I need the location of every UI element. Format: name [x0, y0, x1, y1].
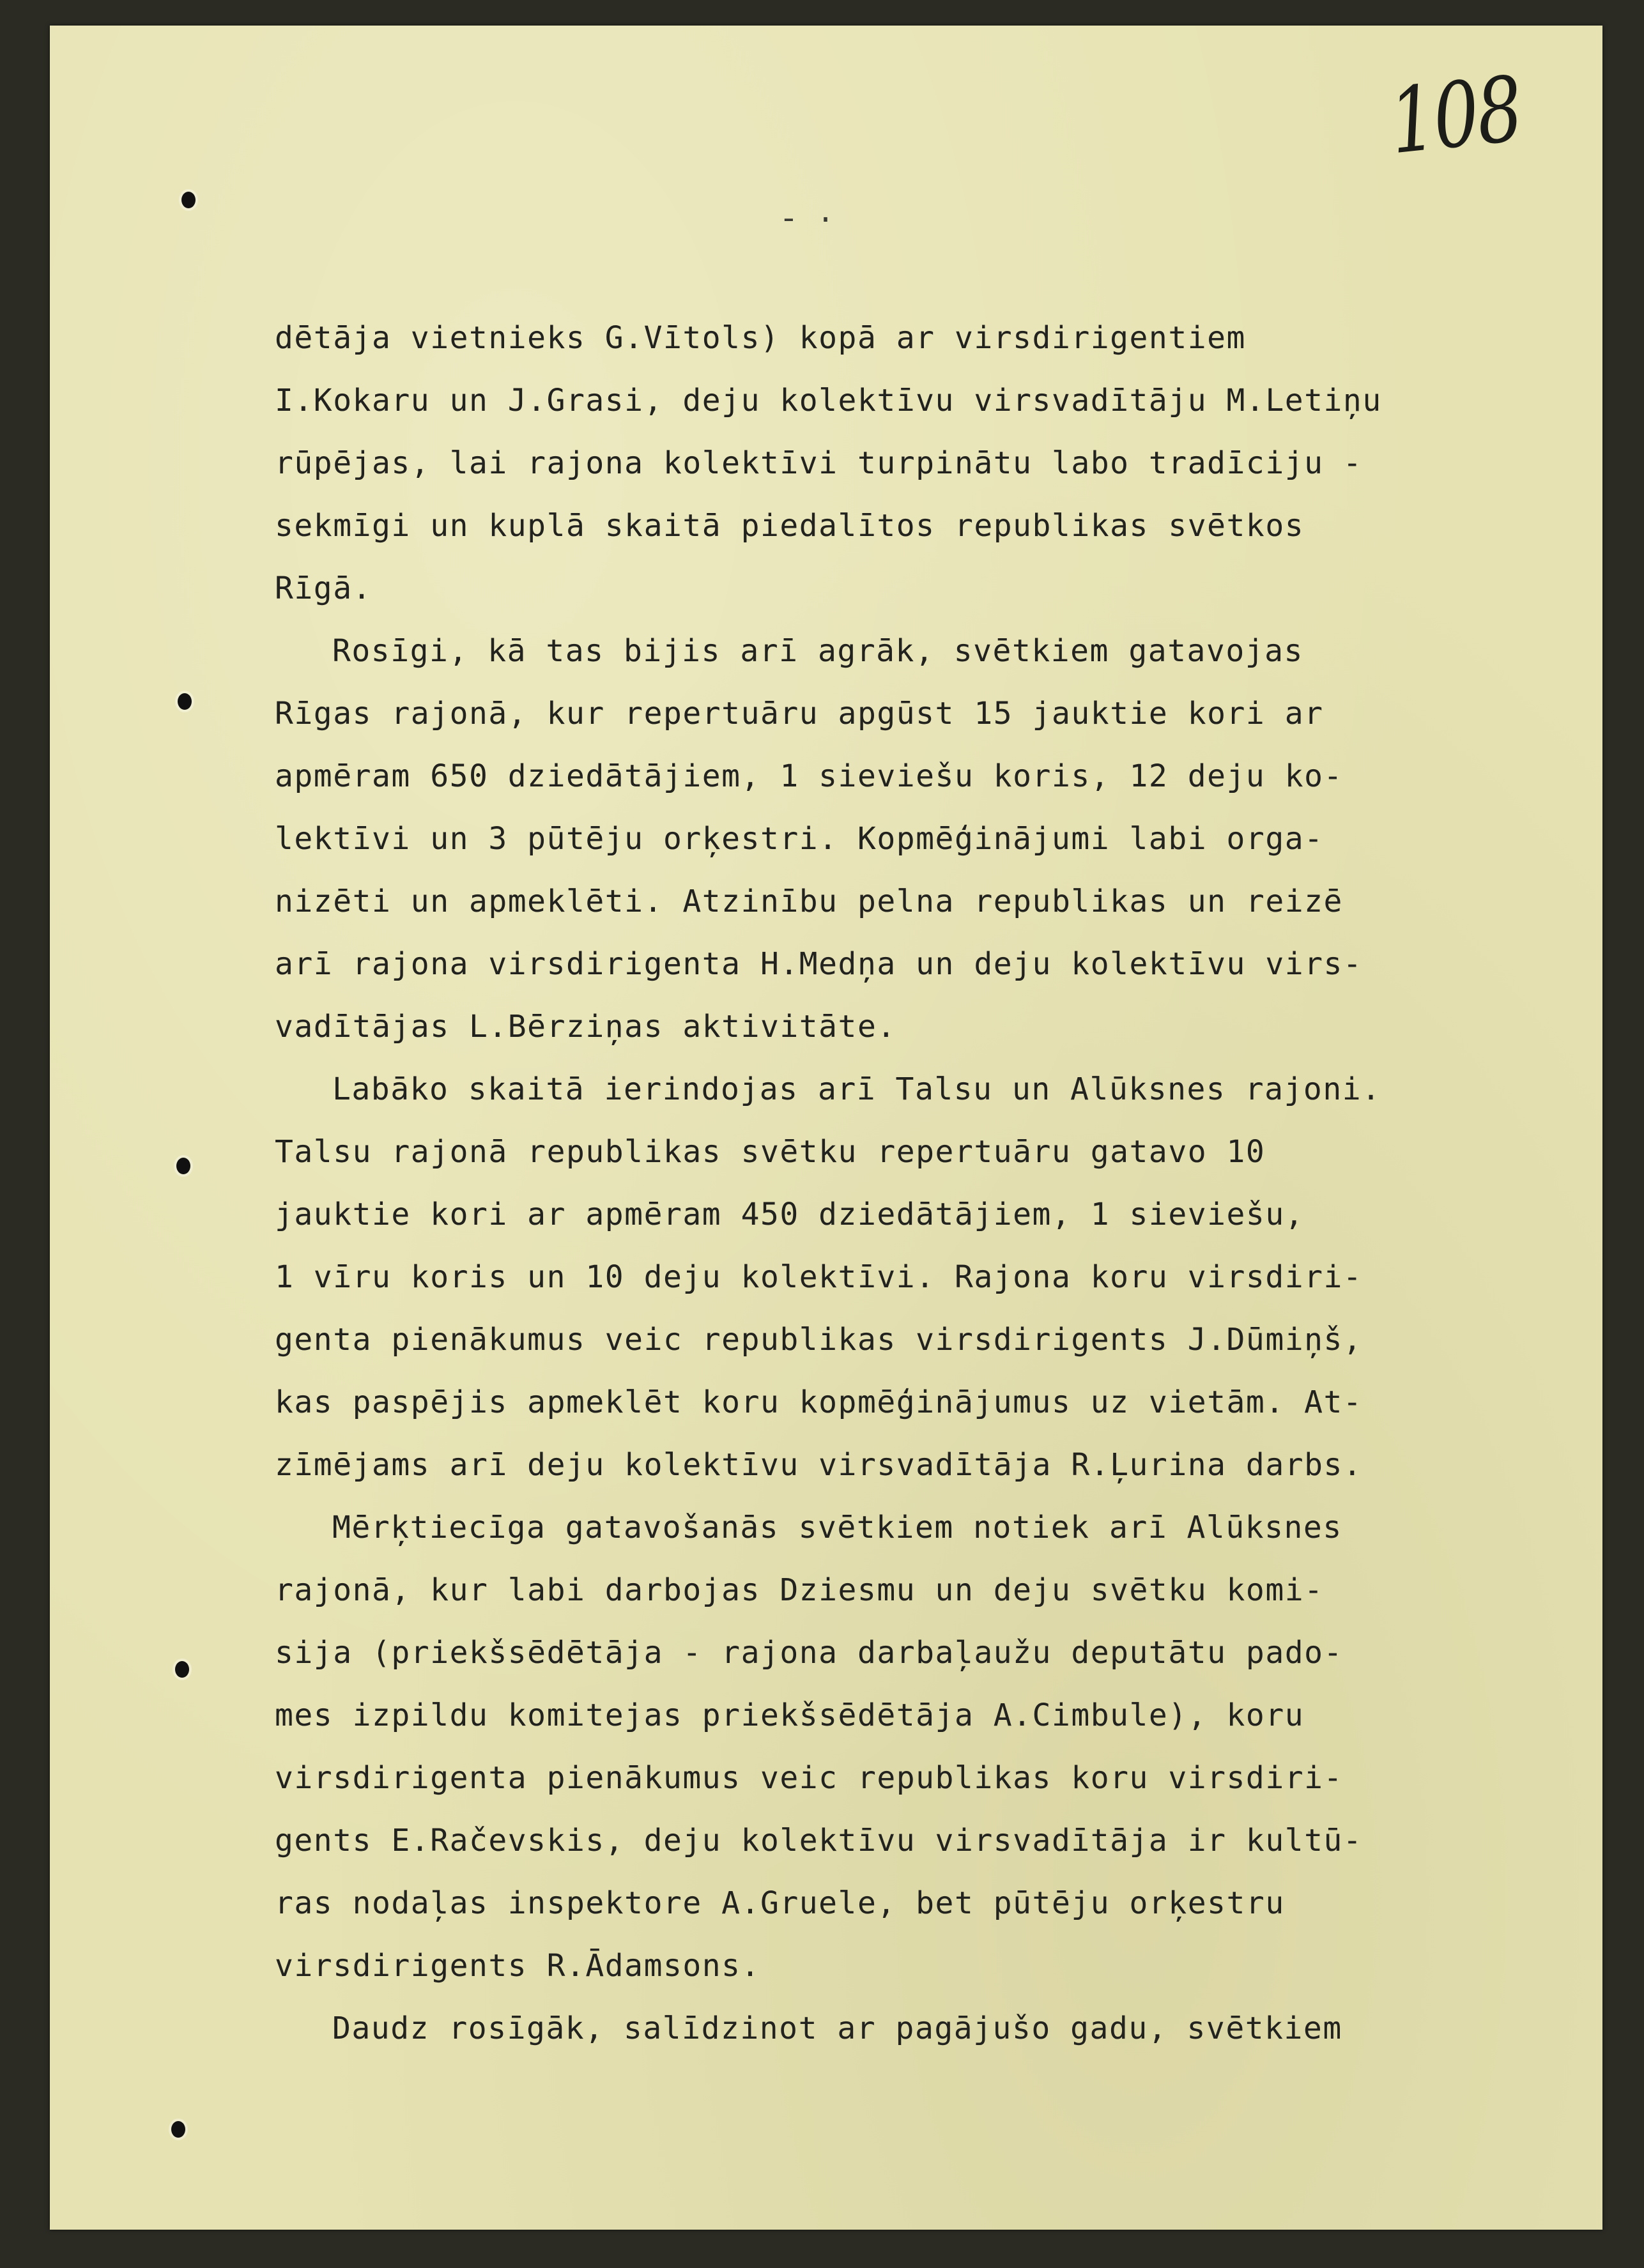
text-line: ras nodaļas inspektore A.Gruele, bet pūtēju orķestru — [275, 1885, 1285, 1921]
text-line: 1 vīru koris un 10 deju kolektīvi. Rajona koru virsdiri- — [275, 1259, 1363, 1295]
text-line: sija (priekšsēdētāja - rajona darbaļaužu deputātu pado- — [275, 1635, 1343, 1671]
text-line: vadītājas L.Bērziņas aktivitāte. — [275, 1009, 896, 1045]
text-line: apmēram 650 dziedātājiem, 1 sieviešu koris, 12 deju ko- — [275, 758, 1343, 794]
text-line: mes izpildu komitejas priekšsēdētāja A.Cimbule), koru — [275, 1697, 1305, 1733]
text-line: Rosīgi, kā tas bijis arī agrāk, svētkiem gatavojas — [332, 633, 1303, 669]
text-line: rajonā, kur labi darbojas Dziesmu un deju svētku komi- — [275, 1572, 1324, 1608]
text-line: gents E.Račevskis, deju kolektīvu virsvadītāja ir kultū- — [275, 1823, 1363, 1858]
text-line: kas paspējis apmeklēt koru kopmēģinājumus uz vietām. At- — [275, 1384, 1363, 1420]
punch-hole — [176, 1158, 190, 1174]
typed-text-body — [275, 307, 1457, 2060]
text-line: Mērķtiecīga gatavošanās svētkiem notiek arī Alūksnes — [332, 1510, 1342, 1545]
punch-hole — [175, 1661, 189, 1678]
folio-number: 108 — [1385, 57, 1526, 175]
text-line: Talsu rajonā republikas svētku repertuāru gatavo 10 — [275, 1134, 1266, 1170]
text-line: dētāja vietnieks G.Vītols) kopā ar virsdirigentiem — [275, 320, 1246, 356]
text-line: Daudz rosīgāk, salīdzinot ar pagājušo gadu, svētkiem — [332, 2011, 1342, 2046]
text-line: Rīgas rajonā, kur repertuāru apgūst 15 jauktie kori ar — [275, 696, 1324, 732]
punch-hole — [181, 192, 196, 208]
text-line: zīmējams arī deju kolektīvu virsvadītāja R.Ļurina darbs. — [275, 1447, 1363, 1483]
text-line: jauktie kori ar apmēram 450 dziedātājiem, 1 sieviešu, — [275, 1197, 1305, 1232]
text-line: Labāko skaitā ierindojas arī Talsu un Alūksnes rajoni. — [332, 1071, 1381, 1107]
text-line: genta pienākumus veic republikas virsdirigents J.Dūmiņš, — [275, 1322, 1363, 1358]
text-line: nizēti un apmeklēti. Atzinību pelna republikas un reizē — [275, 884, 1343, 919]
page-mark: - · — [780, 203, 835, 238]
text-line: arī rajona virsdirigenta H.Medņa un deju kolektīvu virs- — [275, 946, 1363, 982]
punch-hole — [171, 2121, 185, 2138]
text-line: virsdirigenta pienākumus veic republikas koru virsdiri- — [275, 1760, 1343, 1796]
text-line: rūpējas, lai rajona kolektīvi turpinātu labo tradīciju - — [275, 445, 1363, 481]
text-line: lektīvi un 3 pūtēju orķestri. Kopmēģinājumi labi orga- — [275, 821, 1324, 857]
text-line: virsdirigents R.Ādamsons. — [275, 1948, 760, 1984]
text-line: I.Kokaru un J.Grasi, deju kolektīvu virsvadītāju M.Letiņu — [275, 383, 1382, 418]
text-line: Rīgā. — [275, 571, 372, 606]
punch-hole — [178, 693, 192, 710]
text-line: sekmīgi un kuplā skaitā piedalītos republikas svētkos — [275, 508, 1305, 544]
